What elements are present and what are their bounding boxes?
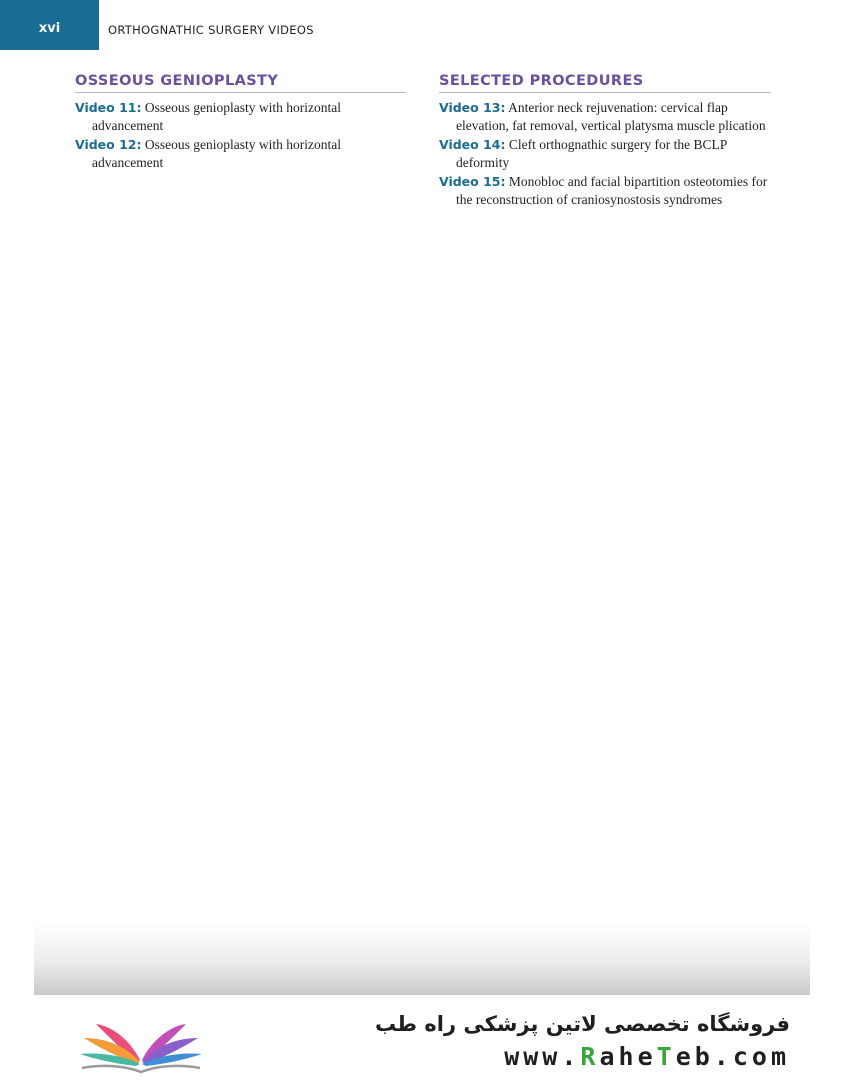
- video-label: Video 13:: [439, 100, 506, 115]
- video-entry: [439, 99, 771, 134]
- section-title-osseous-genioplasty: OSSEOUS GENIOPLASTY: [75, 73, 406, 93]
- url-part: www.: [504, 1042, 581, 1071]
- site-url: [504, 1042, 790, 1071]
- right-column: [439, 73, 771, 210]
- video-label: Video 12:: [75, 137, 142, 152]
- running-title: ORTHOGNATHIC SURGERY VIDEOS: [108, 23, 314, 37]
- section-title-selected-procedures: SELECTED PROCEDURES: [439, 73, 771, 93]
- video-description: Monobloc and facial bipartition osteotomies for the reconstruction of craniosynostosis syndromes: [456, 174, 768, 207]
- video-entry: [75, 99, 406, 134]
- video-description: Cleft orthognathic surgery for the BCLP deformity: [456, 137, 727, 170]
- video-entry: [439, 173, 771, 208]
- video-description: Osseous genioplasty with horizontal advancement: [92, 100, 341, 133]
- url-part: ahe: [599, 1042, 657, 1071]
- url-part: eb.com: [675, 1042, 790, 1071]
- video-description: Anterior neck rejuvenation: cervical flap elevation, fat removal, vertical platysma muscle plication: [456, 100, 766, 133]
- store-name: فروشگاه تخصصی لاتین پزشکی راه طب: [375, 1012, 790, 1036]
- left-column: [75, 73, 406, 173]
- video-entry: [75, 136, 406, 171]
- video-label: Video 11:: [75, 100, 142, 115]
- page-number-tab: [0, 0, 99, 50]
- footer-shadow: [34, 922, 810, 995]
- page-number: xvi: [38, 20, 61, 36]
- book-logo-icon: [78, 1010, 204, 1076]
- video-label: Video 15:: [439, 174, 506, 189]
- url-part-highlight: T: [656, 1042, 676, 1071]
- url-part-highlight: R: [580, 1042, 600, 1071]
- video-entry: [439, 136, 771, 171]
- video-description: Osseous genioplasty with horizontal advancement: [92, 137, 341, 170]
- video-label: Video 14:: [439, 137, 506, 152]
